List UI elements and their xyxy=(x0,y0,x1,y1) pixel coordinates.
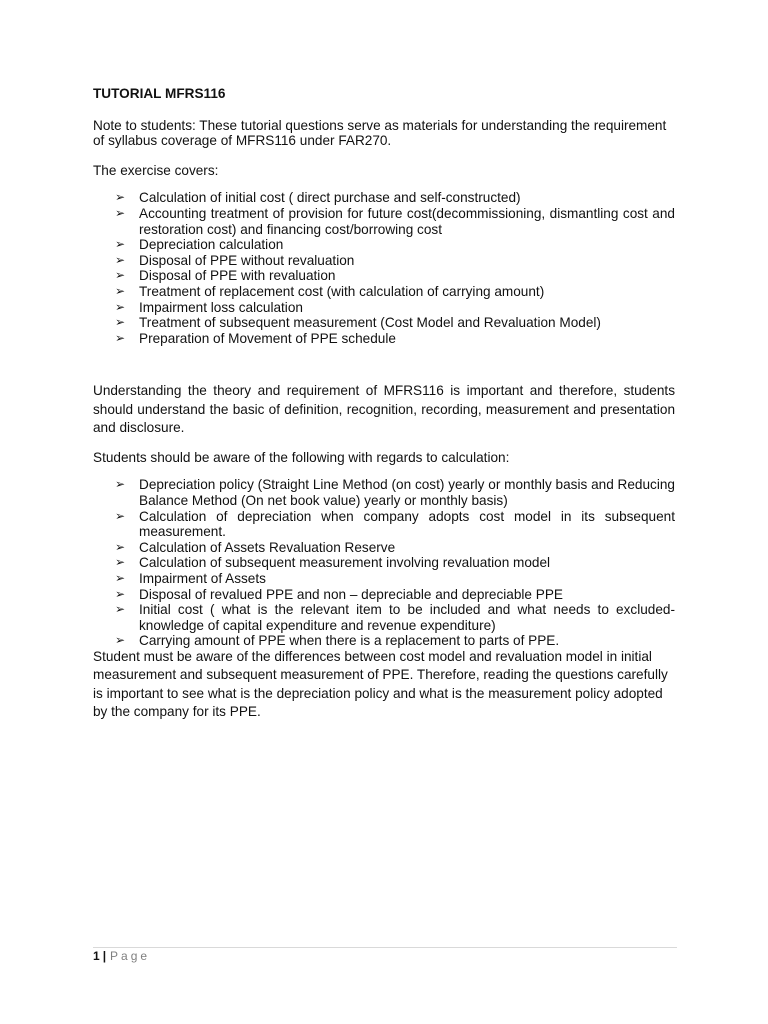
arrow-bullet-icon: ➢ xyxy=(115,330,126,345)
exercise-item-text: Treatment of subsequent measurement (Cost Model and Revaluation Model) xyxy=(139,315,601,331)
calculation-item xyxy=(115,555,675,571)
exercise-item xyxy=(115,268,675,284)
exercise-item-text: Disposal of PPE with revaluation xyxy=(139,268,336,284)
arrow-bullet-icon: ➢ xyxy=(115,190,126,205)
understanding-paragraph: Understanding the theory and requirement of MFRS116 is important and therefore, students should understand the basic of definition, recognition, recording, measurement and presentation and disclosure. xyxy=(93,383,675,436)
exercise-item-text: Disposal of PPE without revaluation xyxy=(139,252,355,268)
arrow-bullet-icon: ➢ xyxy=(115,570,126,585)
exercise-list xyxy=(93,190,675,346)
exercise-intro: The exercise covers: xyxy=(93,162,219,178)
calculation-item xyxy=(115,633,675,649)
exercise-item-text: Preparation of Movement of PPE schedule xyxy=(139,330,396,346)
exercise-item-text: Accounting treatment of provision for future cost(decommissioning, dismantling cost and restoration cost) and financing cost/borrowing cost xyxy=(139,205,675,237)
exercise-item xyxy=(115,283,675,300)
page-number: 1 xyxy=(93,949,100,963)
exercise-item xyxy=(115,190,675,206)
closing-paragraph: Student must be aware of the differences between cost model and revaluation model in initial measurement and subsequent measurement of PPE. Therefore, reading the questions carefully is important to see what is the depreciation policy and what is the measurement policy adopted by the company for its PPE. xyxy=(93,648,668,720)
arrow-bullet-icon: ➢ xyxy=(115,299,126,314)
arrow-bullet-icon: ➢ xyxy=(115,205,126,220)
arrow-bullet-icon: ➢ xyxy=(115,508,126,523)
calculation-list xyxy=(93,477,675,649)
arrow-bullet-icon: ➢ xyxy=(115,283,126,298)
calculation-item xyxy=(115,586,675,603)
arrow-bullet-icon: ➢ xyxy=(115,633,126,648)
arrow-bullet-icon: ➢ xyxy=(115,252,126,267)
arrow-bullet-icon: ➢ xyxy=(115,477,126,492)
calculation-item-text: Impairment of Assets xyxy=(139,570,266,586)
document-title: TUTORIAL MFRS116 xyxy=(93,86,226,101)
arrow-bullet-icon: ➢ xyxy=(115,237,126,252)
exercise-item-text: Depreciation calculation xyxy=(139,237,284,253)
document-body xyxy=(93,86,675,736)
arrow-bullet-icon: ➢ xyxy=(115,268,126,283)
exercise-item xyxy=(115,315,675,331)
footer-separator: | xyxy=(102,949,107,963)
page-label: Page xyxy=(110,949,151,963)
calculation-item-text: Initial cost ( what is the relevant item to be included and what needs to excluded-knowledge of capital expenditure and revenue expenditure) xyxy=(139,602,675,633)
exercise-item xyxy=(115,299,675,316)
exercise-item xyxy=(115,205,675,237)
exercise-item xyxy=(115,252,675,269)
calculation-item xyxy=(115,477,675,508)
calculation-item-text: Carrying amount of PPE when there is a replacement to parts of PPE. xyxy=(139,633,560,649)
note-paragraph: Note to students: These tutorial questions serve as materials for understanding the requirement of syllabus coverage of MFRS116 under FAR270. xyxy=(93,117,667,149)
footer-divider xyxy=(93,947,677,948)
calculation-item xyxy=(115,539,675,556)
exercise-item-text: Impairment loss calculation xyxy=(139,299,303,315)
arrow-bullet-icon: ➢ xyxy=(115,315,126,330)
calculation-item-text: Depreciation policy (Straight Line Method (on cost) yearly or monthly basis and Reducing Balance Method (On net book value) yearly or monthly basis) xyxy=(139,477,675,508)
calculation-item xyxy=(115,602,675,633)
arrow-bullet-icon: ➢ xyxy=(115,555,126,570)
arrow-bullet-icon: ➢ xyxy=(115,586,126,601)
calculation-item-text: Calculation of subsequent measurement involving revaluation model xyxy=(139,555,551,571)
calculation-item xyxy=(115,508,675,540)
calculation-item-text: Calculation of depreciation when company adopts cost model in its subsequent measurement. xyxy=(139,508,675,540)
exercise-item xyxy=(115,237,675,253)
calculation-item-text: Disposal of revalued PPE and non – depreciable and depreciable PPE xyxy=(139,586,563,602)
calculation-item xyxy=(115,570,675,587)
exercise-item-text: Calculation of initial cost ( direct purchase and self-constructed) xyxy=(139,190,521,206)
calculation-intro: Students should be aware of the following with regards to calculation: xyxy=(93,449,510,465)
page-footer xyxy=(93,948,150,964)
exercise-item xyxy=(115,330,675,347)
calculation-item-text: Calculation of Assets Revaluation Reserve xyxy=(139,539,396,555)
arrow-bullet-icon: ➢ xyxy=(115,539,126,554)
arrow-bullet-icon: ➢ xyxy=(115,602,126,617)
exercise-item-text: Treatment of replacement cost (with calculation of carrying amount) xyxy=(139,283,545,299)
